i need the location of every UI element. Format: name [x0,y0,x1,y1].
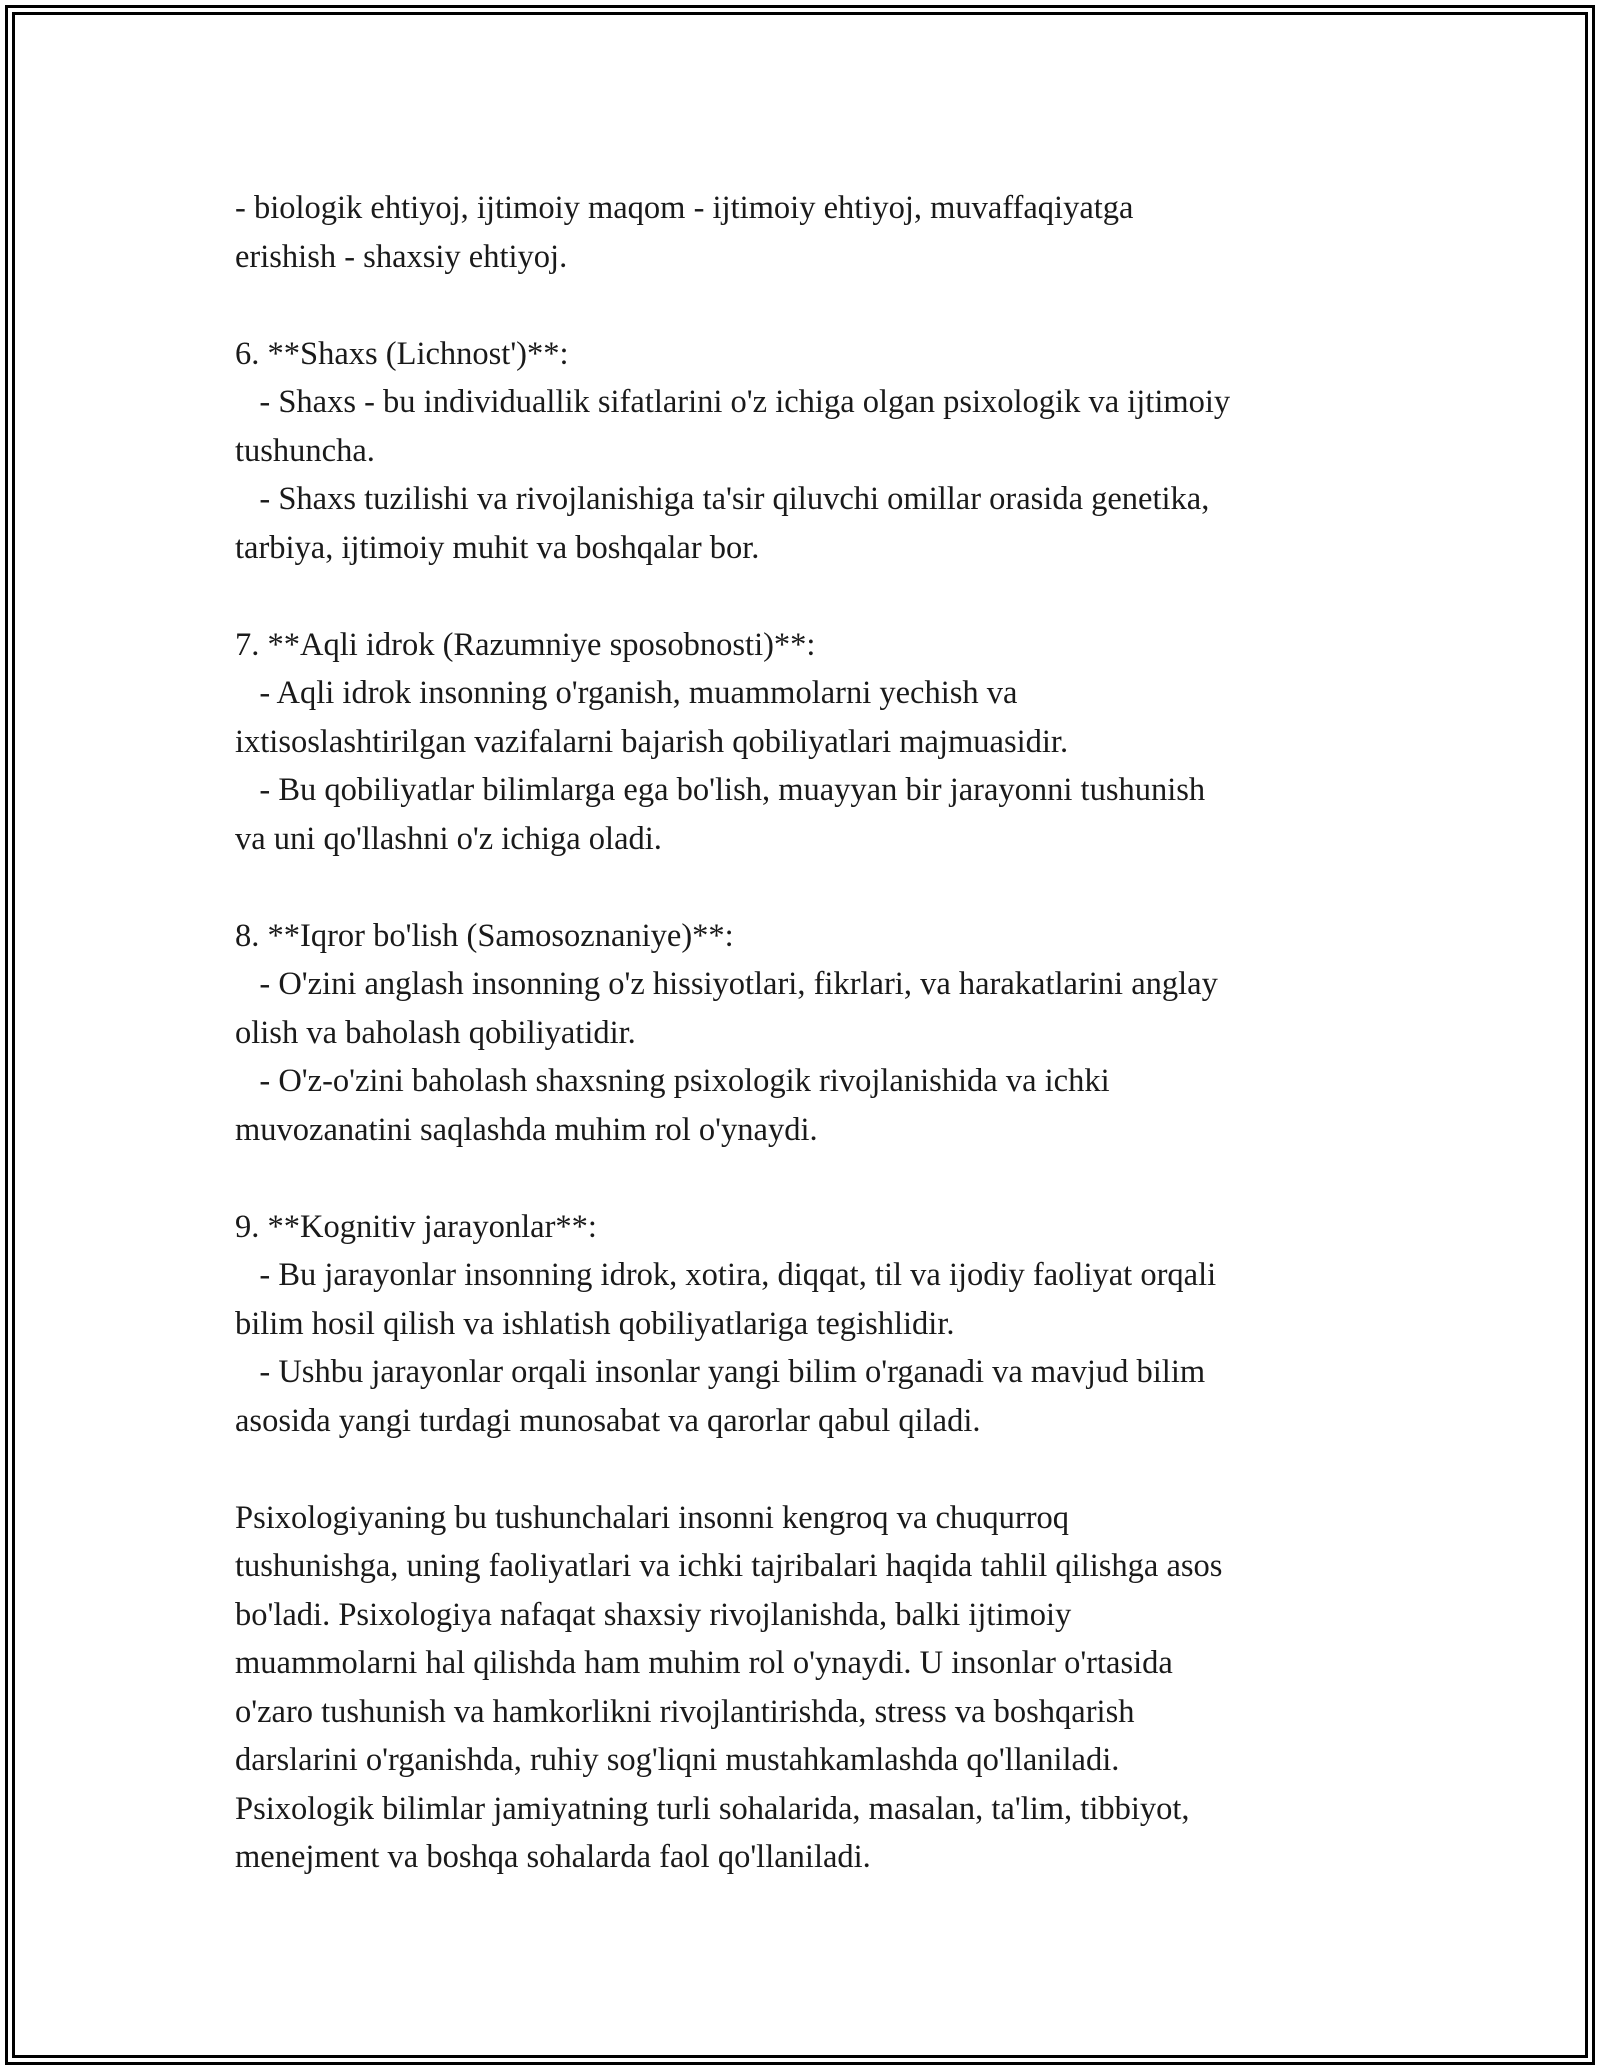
section-heading: 9. **Kognitiv jarayonlar**: [235,1208,597,1245]
text-line: - O'z-o'zini baholash shaxsning psixologik rivojlanishida va ichki [235,1063,1110,1099]
text-line: Psixologiyaning bu tushunchalari insonni kengroq va chuqurroq [235,1499,1070,1536]
section-heading: 7. **Aqli idrok (Razumniye sposobnosti)**: [235,626,816,663]
text-line: bo'ladi. Psixologiya nafaqat shaxsiy rivojlanishda, balki ijtimoiy [235,1596,1072,1633]
section-heading: 8. **Iqror bo'lish (Samosoznaniye)**: [235,917,734,954]
text-line: menejment va boshqa sohalarda faol qo'llaniladi. [235,1839,871,1875]
section-9-kognitiv-jarayonlar [235,1203,1375,1446]
text-line: erishish - shaxsiy ehtiyoj. [235,238,568,275]
text-line: - Shaxs - bu individuallik sifatlarini o'z ichiga olgan psixologik va ijtimoiy [235,384,1231,420]
text-line: ixtisoslashtirilgan vazifalarni bajarish qobiliyatlari majmuasidir. [235,723,1069,760]
text-line: muvozanatini saqlashda muhim rol o'ynaydi. [235,1111,818,1148]
document-body [235,184,1375,1930]
text-line: va uni qo'llashni o'z ichiga oladi. [235,820,662,857]
text-line: - O'zini anglash insonning o'z hissiyotlari, fikrlari, va harakatlarini anglay [235,966,1218,1002]
text-line: darslarini o'rganishda, ruhiy sog'liqni mustahkamlashda qo'llaniladi. [235,1742,1120,1778]
text-line: - Shaxs tuzilishi va rivojlanishiga ta'sir qiluvchi omillar orasida genetika, [235,481,1210,517]
section-heading: 6. **Shaxs (Lichnost')**: [235,335,569,372]
text-line: tushunishga, uning faoliyatlari va ichki tajribalari haqida tahlil qilishga asos [235,1548,1223,1584]
paragraph-intro-continuation [235,184,1375,281]
section-7-aqli-idrok [235,621,1375,864]
text-line: - Bu jarayonlar insonning idrok, xotira, diqqat, til va ijodiy faoliyat orqali [235,1257,1217,1293]
text-line: o'zaro tushunish va hamkorlikni rivojlantirishda, stress va boshqarish [235,1693,1135,1730]
text-line: asosida yangi turdagi munosabat va qarorlar qabul qiladi. [235,1402,981,1439]
text-line: olish va baholash qobiliyatidir. [235,1014,636,1051]
text-line: Psixologik bilimlar jamiyatning turli sohalarida, masalan, ta'lim, tibbiyot, [235,1790,1190,1827]
section-6-shaxs [235,330,1375,573]
text-line: muammolarni hal qilishda ham muhim rol o'ynaydi. U insonlar o'rtasida [235,1645,1173,1681]
text-line: tarbiya, ijtimoiy muhit va boshqalar bor. [235,529,760,566]
text-line: tushuncha. [235,432,375,469]
conclusion-paragraph [235,1494,1375,1882]
section-8-iqror-bolish [235,912,1375,1155]
text-line: - biologik ehtiyoj, ijtimoiy maqom - ijtimoiy ehtiyoj, muvaffaqiyatga [235,190,1134,226]
text-line: - Ushbu jarayonlar orqali insonlar yangi bilim o'rganadi va mavjud bilim [235,1354,1206,1390]
text-line: bilim hosil qilish va ishlatish qobiliyatlariga tegishlidir. [235,1305,955,1342]
text-line: - Aqli idrok insonning o'rganish, muammolarni yechish va [235,675,1018,711]
text-line: - Bu qobiliyatlar bilimlarga ega bo'lish, muayyan bir jarayonni tushunish [235,772,1206,808]
